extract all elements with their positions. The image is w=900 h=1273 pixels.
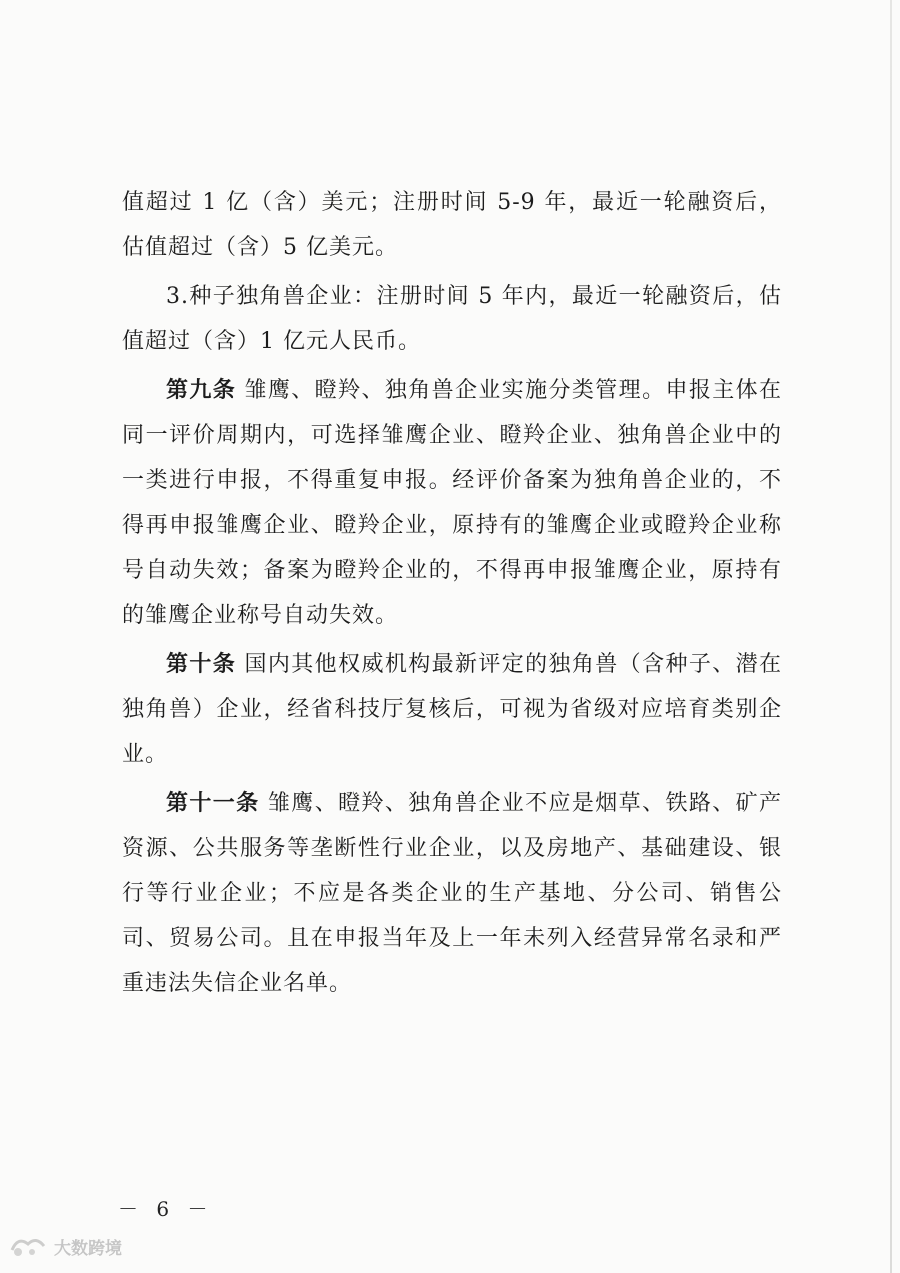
article-9	[122, 368, 782, 638]
watermark-text: 大数跨境	[54, 1238, 122, 1259]
article-heading: 第十条	[166, 652, 237, 677]
article-heading: 第九条	[166, 378, 237, 403]
paragraph-text: 3.种子独角兽企业：注册时间 5 年内，最近一轮融资后，估值超过（含）1 亿元人民币。	[122, 284, 782, 354]
paragraph-text: 国内其他权威机构最新评定的独角兽（含种子、潜在独角兽）企业，经省科技厅复核后，可视为省级对应培育类别企业。	[122, 652, 782, 767]
page-edge-divider	[890, 0, 892, 1273]
paragraph-continuation	[122, 180, 782, 270]
article-heading: 第十一条	[166, 791, 260, 816]
article-11	[122, 781, 782, 1006]
page-number: － 6 －	[118, 1197, 214, 1221]
watermark	[8, 1232, 122, 1260]
paragraph-seed-unicorn	[122, 274, 782, 364]
paragraph-text: 雏鹰、瞪羚、独角兽企业实施分类管理。申报主体在同一评价周期内，可选择雏鹰企业、瞪羚企业、独角兽企业中的一类进行申报，不得重复申报。经评价备案为独角兽企业的，不得再申报雏鹰企业、瞪羚企业，原持有的雏鹰企业或瞪羚企业称号自动失效；备案为瞪羚企业的，不得再申报雏鹰企业，原持有的雏鹰企业称号自动失效。	[122, 378, 782, 628]
watermark-logo-icon	[8, 1232, 48, 1260]
document-body	[122, 180, 782, 1010]
paragraph-text: 雏鹰、瞪羚、独角兽企业不应是烟草、铁路、矿产资源、公共服务等垄断性行业企业，以及房地产、基础建设、银行等行业企业；不应是各类企业的生产基地、分公司、销售公司、贸易公司。且在申报当年及上一年未列入经营异常名录和严重违法失信企业名单。	[122, 791, 782, 996]
paragraph-text: 值超过 1 亿（含）美元；注册时间 5-9 年，最近一轮融资后，估值超过（含）5 亿美元。	[122, 190, 782, 260]
article-10	[122, 642, 782, 777]
